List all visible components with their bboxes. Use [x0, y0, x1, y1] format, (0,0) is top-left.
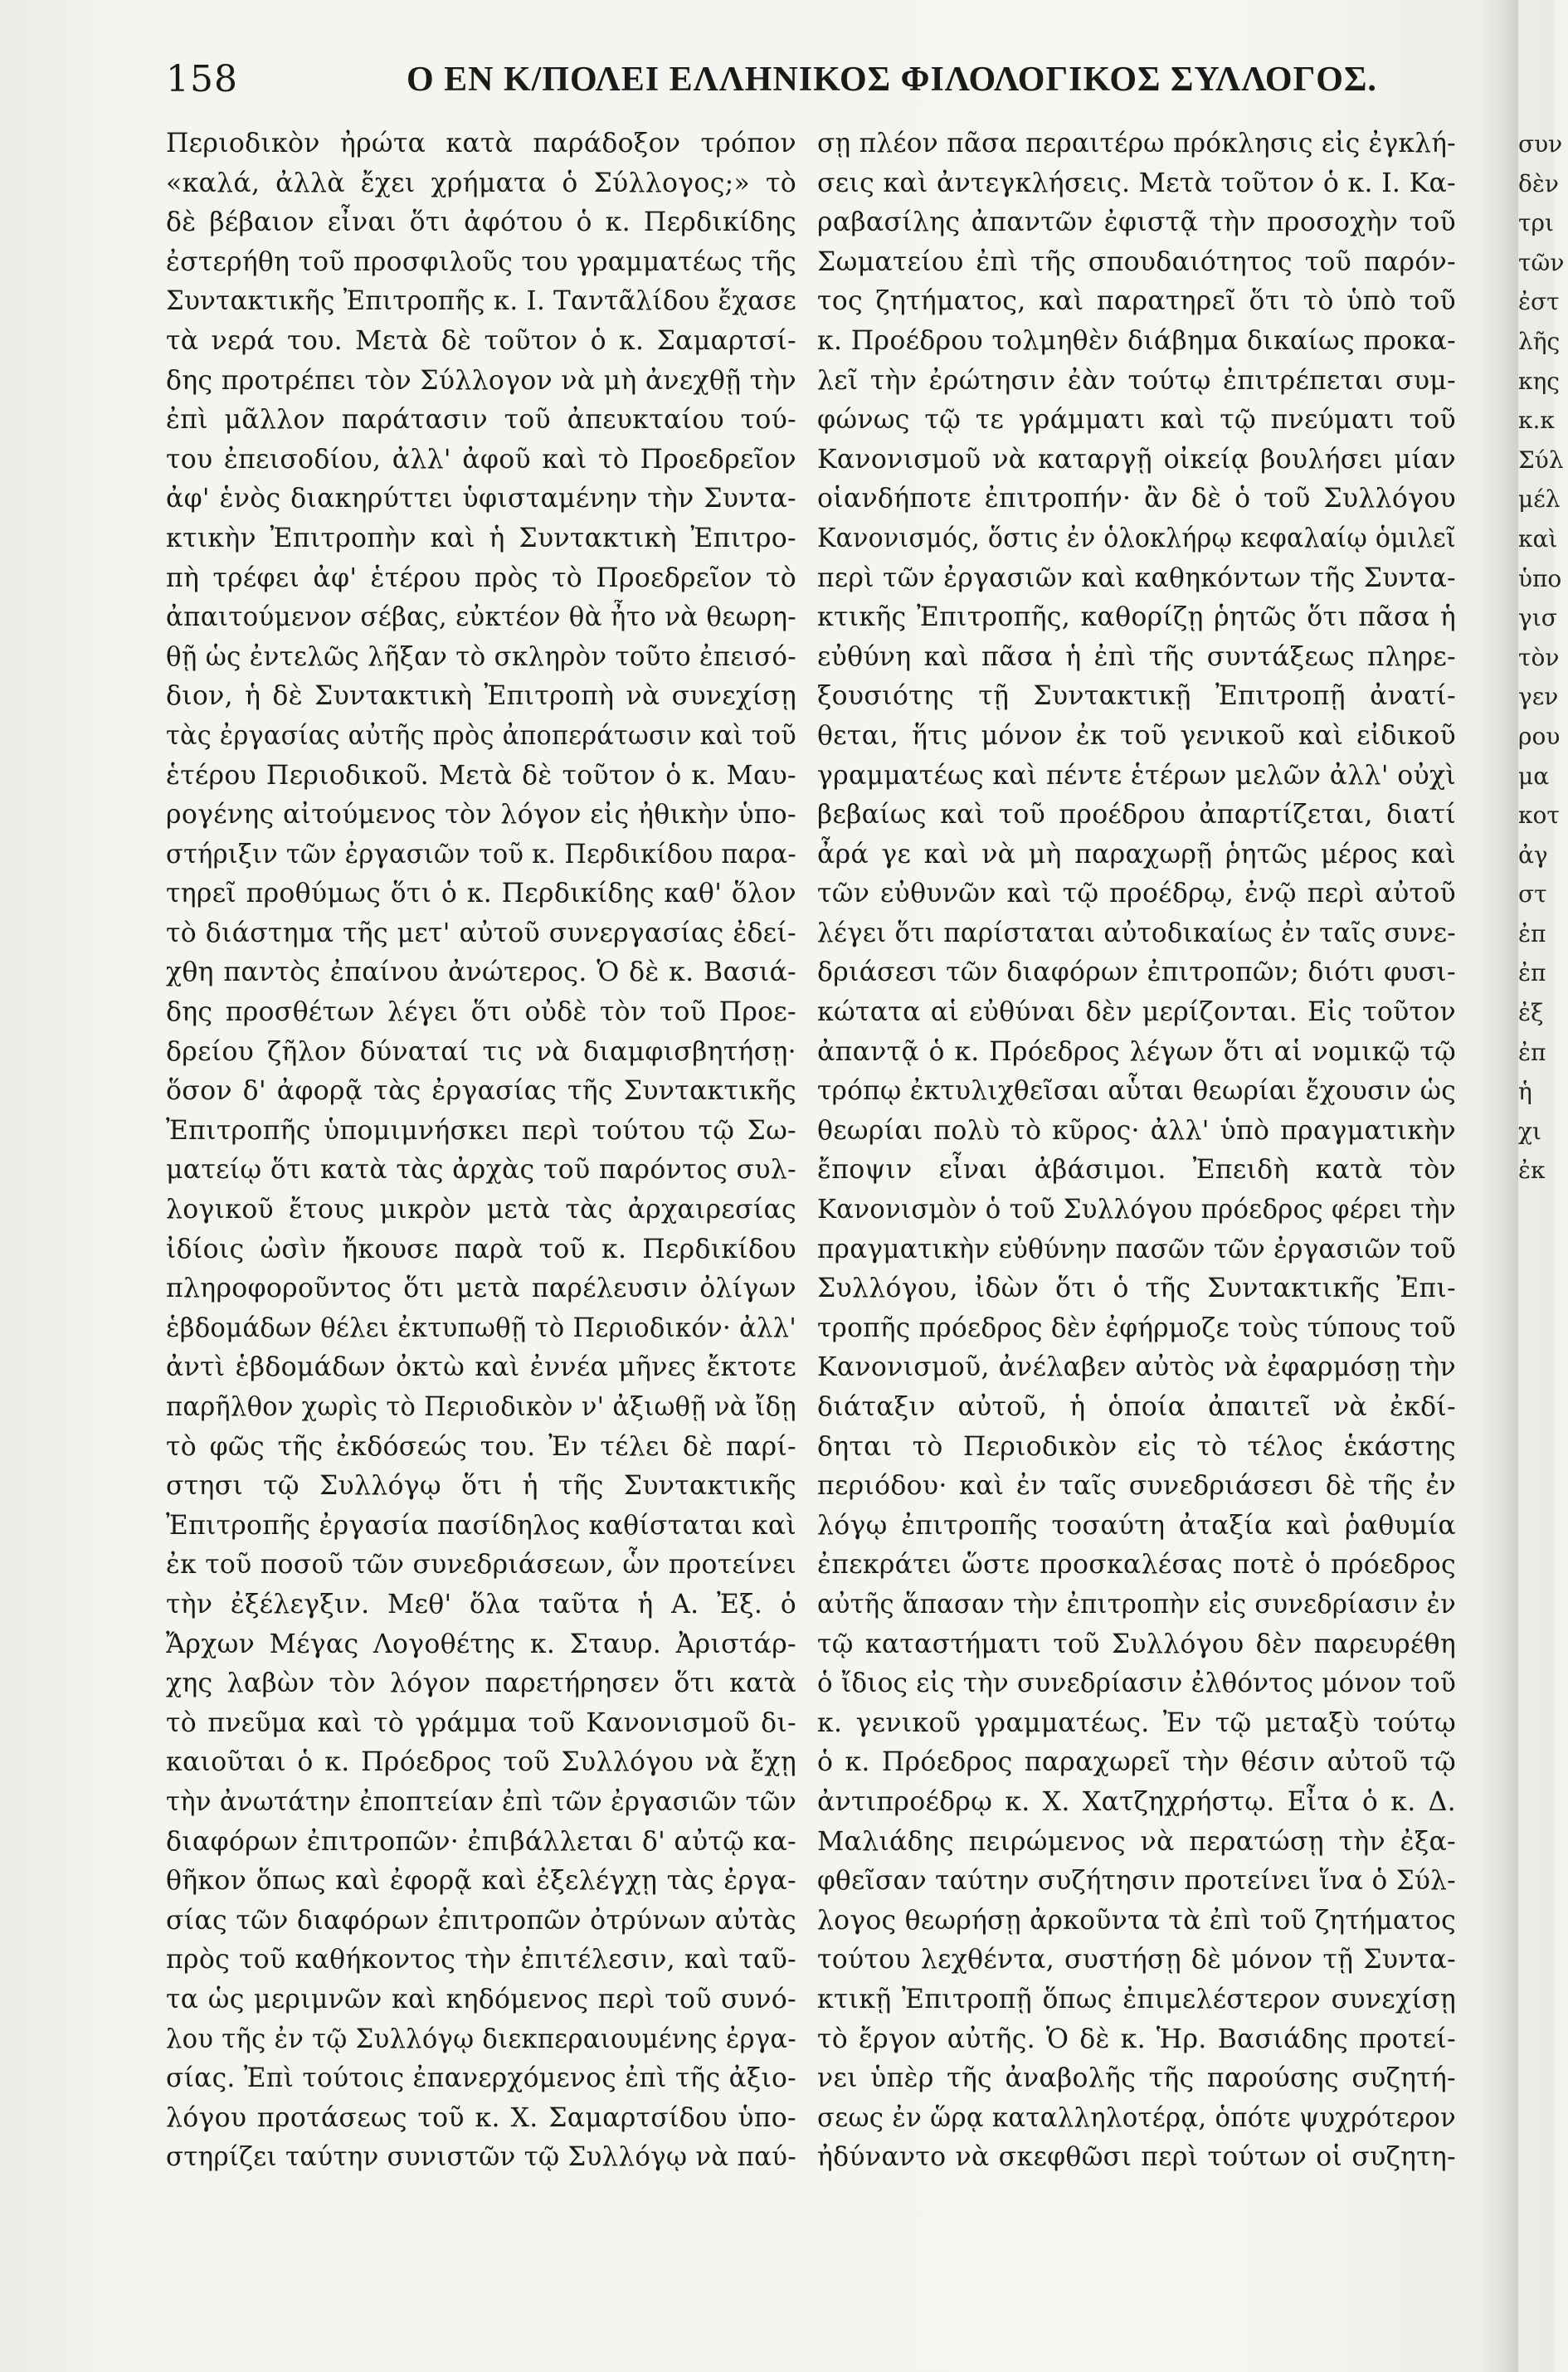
text-line: σεις καὶ ἀντεγκλήσεις. Μετὰ τοῦτον ὁ κ. Ι. Κα- — [817, 168, 1456, 198]
facing-page-line-fragment: δὲν — [1518, 169, 1559, 197]
right-text-column — [817, 124, 1456, 2348]
facing-page-line-fragment: χι — [1518, 1117, 1541, 1145]
text-line: λέγει ὅτι παρίσταται αὐτοδικαίως ἐν ταῖς συνε- — [817, 918, 1457, 948]
text-line: σεως ἐν ὥρᾳ καταλληλοτέρᾳ, ὁπότε ψυχρότερον — [817, 2102, 1457, 2133]
text-line: ἀπαντᾷ ὁ κ. Πρόεδρος λέγων ὅτι αἱ νομικῷ τῷ — [817, 1036, 1456, 1067]
text-line: τα ὡς μεριμνῶν καὶ κηδόμενος περὶ τοῦ συνό- — [166, 1984, 796, 2014]
text-line: τηρεῖ προθύμως ὅτι ὁ κ. Περδικίδης καθ' ὅλον — [166, 879, 796, 909]
text-line: Περιοδικὸν ἠρώτα κατὰ παράδοξον τρόπον — [166, 129, 796, 158]
text-line: ἠδύναντο νὰ σκεφθῶσι περὶ τούτων οἱ συζητη- — [817, 2142, 1456, 2173]
text-line: λογικοῦ ἔτους μικρὸν μετὰ τὰς ἀρχαιρεσίας — [166, 1195, 796, 1225]
text-line: ἐκ τοῦ ποσοῦ τῶν συνεδριάσεων, ὧν προτείνει — [166, 1550, 796, 1581]
text-line: θεται, ἥτις μόνον ἐκ τοῦ γενικοῦ καὶ εἰδικοῦ — [817, 720, 1456, 751]
text-line: τὸ πνεῦμα καὶ τὸ γράμμα τοῦ Κανονισμοῦ δι- — [166, 1707, 796, 1738]
text-line: τούτου λεχθέντα, συστήσῃ δὲ μόνον τῇ Συντα- — [817, 1945, 1456, 1975]
text-line: Ἄρχων Μέγας Λογοθέτης κ. Σταυρ. Ἀριστάρ- — [166, 1629, 796, 1659]
text-line: τὰ νερά του. Μετὰ δὲ τοῦτον ὁ κ. Σαμαρτσί- — [166, 325, 796, 356]
text-line: ἀντὶ ἑβδομάδων ὀκτὼ καὶ ἐννέα μῆνες ἔκτοτε — [166, 1352, 796, 1383]
text-line: λεῖ τὴν ἐρώτησιν ἐὰν τούτῳ ἐπιτρέπεται συμ- — [817, 365, 1456, 396]
text-line: λόγου προτάσεως τοῦ κ. Χ. Σαμαρτσίδου ὑπο- — [166, 2102, 796, 2133]
text-line: Κανονισμός, ὅστις ἐν ὁλοκλήρῳ κεφαλαίῳ ὁμιλεῖ — [817, 523, 1456, 553]
text-line: πληροφοροῦντος ὅτι μετὰ παρέλευσιν ὀλίγων — [166, 1274, 796, 1304]
text-line: λου τῆς ἐν τῷ Συλλόγῳ διεκπεραιουμένης ἐργα- — [166, 2024, 796, 2054]
text-line: δριάσεσι τῶν διαφόρων ἐπιτροπῶν; διότι φυσι- — [817, 957, 1456, 988]
text-line: ἐπὶ μᾶλλον παράτασιν τοῦ ἀπευκταίου τού- — [166, 405, 796, 436]
text-line: δὲ βέβαιον εἶναι ὅτι ἀφότου ὁ κ. Περδικίδης — [166, 207, 796, 238]
facing-page-line-fragment: γεν — [1518, 683, 1559, 711]
facing-page-line-fragment: λῆς — [1518, 327, 1561, 355]
text-line: σίας. Ἐπὶ τούτοις ἐπανερχόμενος ἐπὶ τῆς ἀξιο- — [166, 2063, 797, 2094]
text-line: θεωρίαι πολὺ τὸ κῦρος· ἀλλ' ὑπὸ πραγματικὴν — [817, 1115, 1456, 1146]
facing-page-line-fragment: τὸν — [1518, 643, 1560, 671]
text-line: παρῆλθον χωρὶς τὸ Περιοδικὸν ν' ἀξιωθῇ νὰ ἴδῃ — [166, 1392, 796, 1422]
text-line: καιοῦται ὁ κ. Πρόεδρος τοῦ Συλλόγου νὰ ἔχῃ — [166, 1747, 796, 1778]
facing-page-line-fragment: ἐκ — [1518, 1157, 1546, 1185]
text-line: θῇ ὡς ἐντελῶς λῆξαν τὸ σκληρὸν τοῦτο ἐπεισό- — [166, 641, 796, 672]
text-line: χθη παντὸς ἐπαίνου ἀνώτερος. Ὁ δὲ κ. Βασιά- — [166, 957, 796, 988]
facing-page-line-fragment: ἐπ — [1518, 1038, 1546, 1066]
text-line: ἔποψιν εἶναι ἀβάσιμοι. Ἐπειδὴ κατὰ τὸν — [817, 1155, 1456, 1186]
facing-page-line-fragment: κοτ — [1518, 801, 1560, 830]
facing-page-line-fragment: ἡ — [1518, 1078, 1532, 1106]
page-header — [166, 58, 1377, 108]
text-line: κτικὴν Ἐπιτροπὴν καὶ ἡ Συντακτικὴ Ἐπιτρο- — [166, 523, 796, 553]
facing-page-line-fragment: γισ — [1518, 604, 1557, 632]
facing-page-line-fragment: Σύλ — [1518, 446, 1564, 474]
text-line: τῶν εὐθυνῶν καὶ τῷ προέδρῳ, ἐνῷ περὶ αὐτοῦ — [817, 879, 1456, 909]
running-title: Ο ΕΝ Κ/ΠΟΛΕΙ ΕΛΛΗΝΙΚΟΣ ΦΙΛΟΛΟΓΙΚΟΣ ΣΥΛΛΟΓΟΣ. — [407, 61, 1377, 99]
facing-page-line-fragment: ὑπο — [1518, 564, 1562, 592]
facing-page-line-fragment: μα — [1518, 762, 1550, 790]
text-line: δης προσθέτων λέγει ὅτι οὐδὲ τὸν τοῦ Προε- — [166, 997, 796, 1028]
text-line: δηται τὸ Περιοδικὸν εἰς τὸ τέλος ἑκάστης — [817, 1431, 1456, 1462]
facing-page-line-fragment: ἀγ — [1518, 840, 1548, 869]
text-line: ἆρά γε καὶ νὰ μὴ παραχωρῇ ῥητῶς μέρος καὶ — [817, 839, 1456, 869]
text-line: λόγῳ ἐπιτροπῆς τοσαύτη ἀταξία καὶ ῥαθυμία — [817, 1510, 1456, 1541]
text-line: Κανονισμοῦ νὰ καταργῇ οἰκείᾳ βουλήσει μίαν — [817, 444, 1456, 475]
text-line: του ἐπεισοδίου, ἀλλ' ἀφοῦ καὶ τὸ Προεδρεῖον — [166, 444, 796, 475]
text-line: δρείου ζῆλον δύναταί τις νὰ διαμφισβητήσῃ· — [166, 1036, 796, 1067]
text-line: ὁ κ. Πρόεδρος παραχωρεῖ τὴν θέσιν αὐτοῦ τῷ — [817, 1747, 1456, 1778]
text-line: τὰς ἐργασίας αὐτῆς πρὸς ἀποπεράτωσιν καὶ τοῦ — [166, 720, 796, 751]
text-line: πρὸς τοῦ καθήκοντος τὴν ἐπιτέλεσιν, καὶ ταῦ- — [166, 1945, 796, 1975]
text-line: Συλλόγου, ἰδὼν ὅτι ὁ τῆς Συντακτικῆς Ἐπι- — [817, 1274, 1456, 1304]
text-line: τὴν ἐξέλεγξιν. Μεθ' ὅλα ταῦτα ἡ Α. Ἐξ. ὁ — [166, 1589, 796, 1619]
text-line: τὸ ἔργον αὐτῆς. Ὁ δὲ κ. Ἡρ. Βασιάδης προτεί- — [817, 2024, 1456, 2054]
page-gutter-shadow — [1481, 0, 1518, 2372]
text-line: ἀπαιτούμενον σέβας, εὐκτέον θὰ ἦτο νὰ θεωρη- — [166, 602, 797, 633]
text-line: ὅσον δ' ἀφορᾷ τὰς ἐργασίας τῆς Συντακτικῆς — [166, 1076, 796, 1107]
text-line: στησι τῷ Συλλόγῳ ὅτι ἡ τῆς Συντακτικῆς — [166, 1471, 796, 1502]
text-line: λογος θεωρήσῃ ἀρκοῦντα τὰ ἐπὶ τοῦ ζητήματος — [817, 1905, 1457, 1936]
facing-page-line-fragment: συν — [1518, 130, 1563, 158]
text-line: κ. γενικοῦ γραμματέως. Ἐν τῷ μεταξὺ τούτῳ — [817, 1707, 1456, 1738]
text-line: φώνως τῷ τε γράμματι καὶ τῷ πνεύματι τοῦ — [817, 405, 1456, 436]
text-line: τρόπῳ ἐκτυλιχθεῖσαι αὗται θεωρίαι ἔχουσιν ὡς — [817, 1076, 1456, 1107]
page-number: 158 — [166, 58, 238, 100]
text-line: στήριξιν τῶν ἐργασιῶν τοῦ κ. Περδικίδου παρα- — [166, 839, 796, 869]
text-line: κτικῇ Ἐπιτροπῇ ὅπως ἐπιμελέστερον συνεχίσῃ — [817, 1984, 1456, 2014]
text-line: σῃ πλέον πᾶσα περαιτέρω πρόκλησις εἰς ἐγκλή- — [817, 129, 1456, 158]
text-line: τῷ καταστήματι τοῦ Συλλόγου δὲν παρευρέθη — [817, 1629, 1456, 1659]
facing-page-line-fragment: ἐπ — [1518, 919, 1546, 947]
text-line: Συντακτικῆς Ἐπιτροπῆς κ. Ι. Ταντᾶλίδου ἔχασε — [166, 286, 796, 317]
text-line: ξουσιότης τῇ Συντακτικῇ Ἐπιτροπῇ ἀνατί- — [817, 681, 1456, 712]
text-line: τὸ φῶς τῆς ἐκδόσεώς του. Ἐν τέλει δὲ παρί- — [166, 1431, 796, 1462]
facing-page-line-fragment: στ — [1518, 880, 1547, 908]
text-line: οἱανδήποτε ἐπιτροπήν· ἂν δὲ ὁ τοῦ Συλλόγου — [817, 484, 1456, 514]
text-line: Ἐπιτροπῆς ὑπομιμνήσκει περὶ τούτου τῷ Σω- — [166, 1115, 796, 1146]
facing-page-line-fragment: ἐξ — [1518, 999, 1544, 1027]
text-line: δης προτρέπει τὸν Σύλλογον νὰ μὴ ἀνεχθῇ τὴν — [166, 365, 796, 396]
text-line: ἀφ' ἑνὸς διακηρύττει ὑφισταμένην τὴν Συντα- — [166, 484, 796, 514]
text-line: ματείῳ ὅτι κατὰ τὰς ἀρχὰς τοῦ παρόντος συλ- — [166, 1155, 796, 1186]
text-line: χης λαβὼν τὸν λόγον παρετήρησεν ὅτι κατὰ — [166, 1668, 796, 1699]
text-line: διαφόρων ἐπιτροπῶν· ἐπιβάλλεται δ' αὐτῷ κα- — [166, 1826, 796, 1857]
text-line: περὶ τῶν ἐργασιῶν καὶ καθηκόντων τῆς Συντα- — [817, 563, 1456, 593]
text-line: διον, ἡ δὲ Συντακτικὴ Ἐπιτροπὴ νὰ συνεχίσῃ — [166, 681, 796, 712]
text-line: τροπῆς πρόεδρος δὲν ἐφήρμοζε τοὺς τύπους τοῦ — [817, 1313, 1456, 1343]
text-line: εὐθύνη καὶ πᾶσα ἡ ἐπὶ τῆς συντάξεως πληρε- — [817, 641, 1456, 672]
text-line: στηρίζει ταύτην συνιστῶν τῷ Συλλόγῳ νὰ παύ- — [166, 2142, 797, 2173]
text-line: ὁ ἴδιος εἰς τὴν συνεδρίασιν ἐλθόντος μόνον τοῦ — [817, 1668, 1457, 1699]
text-line: Ἐπιτροπῆς ἐργασία πασίδηλος καθίσταται καὶ — [166, 1510, 796, 1541]
text-line: ἐπεκράτει ὥστε προσκαλέσας ποτὲ ὁ πρόεδρος — [817, 1550, 1456, 1581]
text-line: τὴν ἀνωτάτην ἐποπτείαν ἐπὶ τῶν ἐργασιῶν τῶν — [166, 1786, 797, 1817]
facing-page-line-fragment: μέλ — [1518, 485, 1561, 514]
facing-page-line-fragment: κης — [1518, 367, 1560, 395]
text-line: θῆκον ὅπως καὶ ἐφορᾷ καὶ ἐξελέγχῃ τὰς ἐργα- — [166, 1866, 796, 1897]
text-line: περιόδου· καὶ ἐν ταῖς συνεδριάσεσι δὲ τῆς ἐν — [817, 1471, 1456, 1502]
facing-page-line-fragment: καὶ — [1518, 524, 1558, 553]
text-line: Σωματείου ἐπὶ τῆς σπουδαιότητος τοῦ παρόν- — [817, 246, 1456, 277]
text-line: ἐστερήθη τοῦ προσφιλοῦς του γραμματέως τῆς — [166, 246, 796, 277]
text-line: βεβαίως καὶ τοῦ προέδρου ἀπαρτίζεται, διατί — [817, 800, 1456, 830]
text-line: ἀντιπροέδρῳ κ. Χ. Χατζηχρήστῳ. Εἶτα ὁ κ. Δ. — [817, 1786, 1456, 1817]
text-line: γραμματέως καὶ πέντε ἑτέρων μελῶν ἀλλ' οὐχὶ — [817, 760, 1456, 791]
text-line: διάταξιν αὐτοῦ, ἡ ὁποία ἀπαιτεῖ νὰ ἐκδί- — [817, 1392, 1456, 1422]
text-line: ραβασίλης ἀπαντῶν ἐφιστᾷ τὴν προσοχὴν τοῦ — [817, 207, 1456, 238]
left-text-column — [166, 124, 796, 2348]
facing-page-line-fragment: ἐστ — [1518, 288, 1560, 316]
facing-page-line-fragment: τρι — [1518, 209, 1554, 237]
facing-page-line-fragment: κ.κ — [1518, 407, 1555, 435]
text-line: αὐτῆς ἅπασαν τὴν ἐπιτροπὴν εἰς συνεδρίασιν ἐν — [817, 1589, 1457, 1619]
text-line: κώτατα αἱ εὐθύναι δὲν μερίζονται. Εἰς τοῦτον — [817, 997, 1456, 1028]
facing-page-line-fragment: ρου — [1518, 722, 1561, 750]
text-line: κτικῆς Ἐπιτροπῆς, καθορίζῃ ῥητῶς ὅτι πᾶσα ἡ — [817, 602, 1456, 633]
text-line: ἑτέρου Περιοδικοῦ. Μετὰ δὲ τοῦτον ὁ κ. Μαυ- — [166, 760, 796, 791]
facing-page-fragment — [1518, 124, 1568, 2348]
text-line: πραγματικὴν εὐθύνην πασῶν τῶν ἐργασιῶν τοῦ — [817, 1234, 1457, 1264]
text-line: σίας τῶν διαφόρων ἐπιτροπῶν ὀτρύνων αὐτὰς — [166, 1905, 796, 1936]
text-line: ρογένης αἰτούμενος τὸν λόγον εἰς ἠθικὴν ὑπο- — [166, 800, 796, 830]
text-line: «καλά, ἀλλὰ ἔχει χρήματα ὁ Σύλλογος;» τὸ — [166, 168, 796, 198]
text-line: φθεῖσαν ταύτην συζήτησιν προτείνει ἵνα ὁ Σύλ- — [817, 1866, 1456, 1897]
text-line: τος ζητήματος, καὶ παρατηρεῖ ὅτι τὸ ὑπὸ τοῦ — [817, 286, 1456, 317]
text-line: Μαλιάδης πειρώμενος νὰ περατώσῃ τὴν ἐξα- — [817, 1826, 1456, 1857]
facing-page-line-fragment: τῶν — [1518, 248, 1565, 276]
text-line: ἰδίοις ὠσὶν ἤκουσε παρὰ τοῦ κ. Περδικίδου — [166, 1234, 796, 1264]
text-line: τὸ διάστημα τῆς μετ' αὐτοῦ συνεργασίας ἐδεί- — [166, 918, 796, 948]
text-line: κ. Προέδρου τολμηθὲν διάβημα δικαίως προκα- — [817, 325, 1456, 356]
facing-page-line-fragment: ἐπ — [1518, 959, 1546, 987]
text-line: πὴ τρέφει ἀφ' ἑτέρου πρὸς τὸ Προεδρεῖον τὸ — [166, 563, 796, 593]
text-line: Κανονισμὸν ὁ τοῦ Συλλόγου πρόεδρος φέρει τὴν — [817, 1195, 1456, 1225]
text-line: νει ὑπὲρ τῆς ἀναβολῆς τῆς παρούσης συζητή- — [817, 2063, 1456, 2094]
text-line: ἑβδομάδων θέλει ἐκτυπωθῇ τὸ Περιοδικόν· ἀλλ' — [166, 1313, 797, 1343]
text-line: Κανονισμοῦ, ἀνέλαβεν αὐτὸς νὰ ἐφαρμόσῃ τὴν — [817, 1352, 1456, 1383]
